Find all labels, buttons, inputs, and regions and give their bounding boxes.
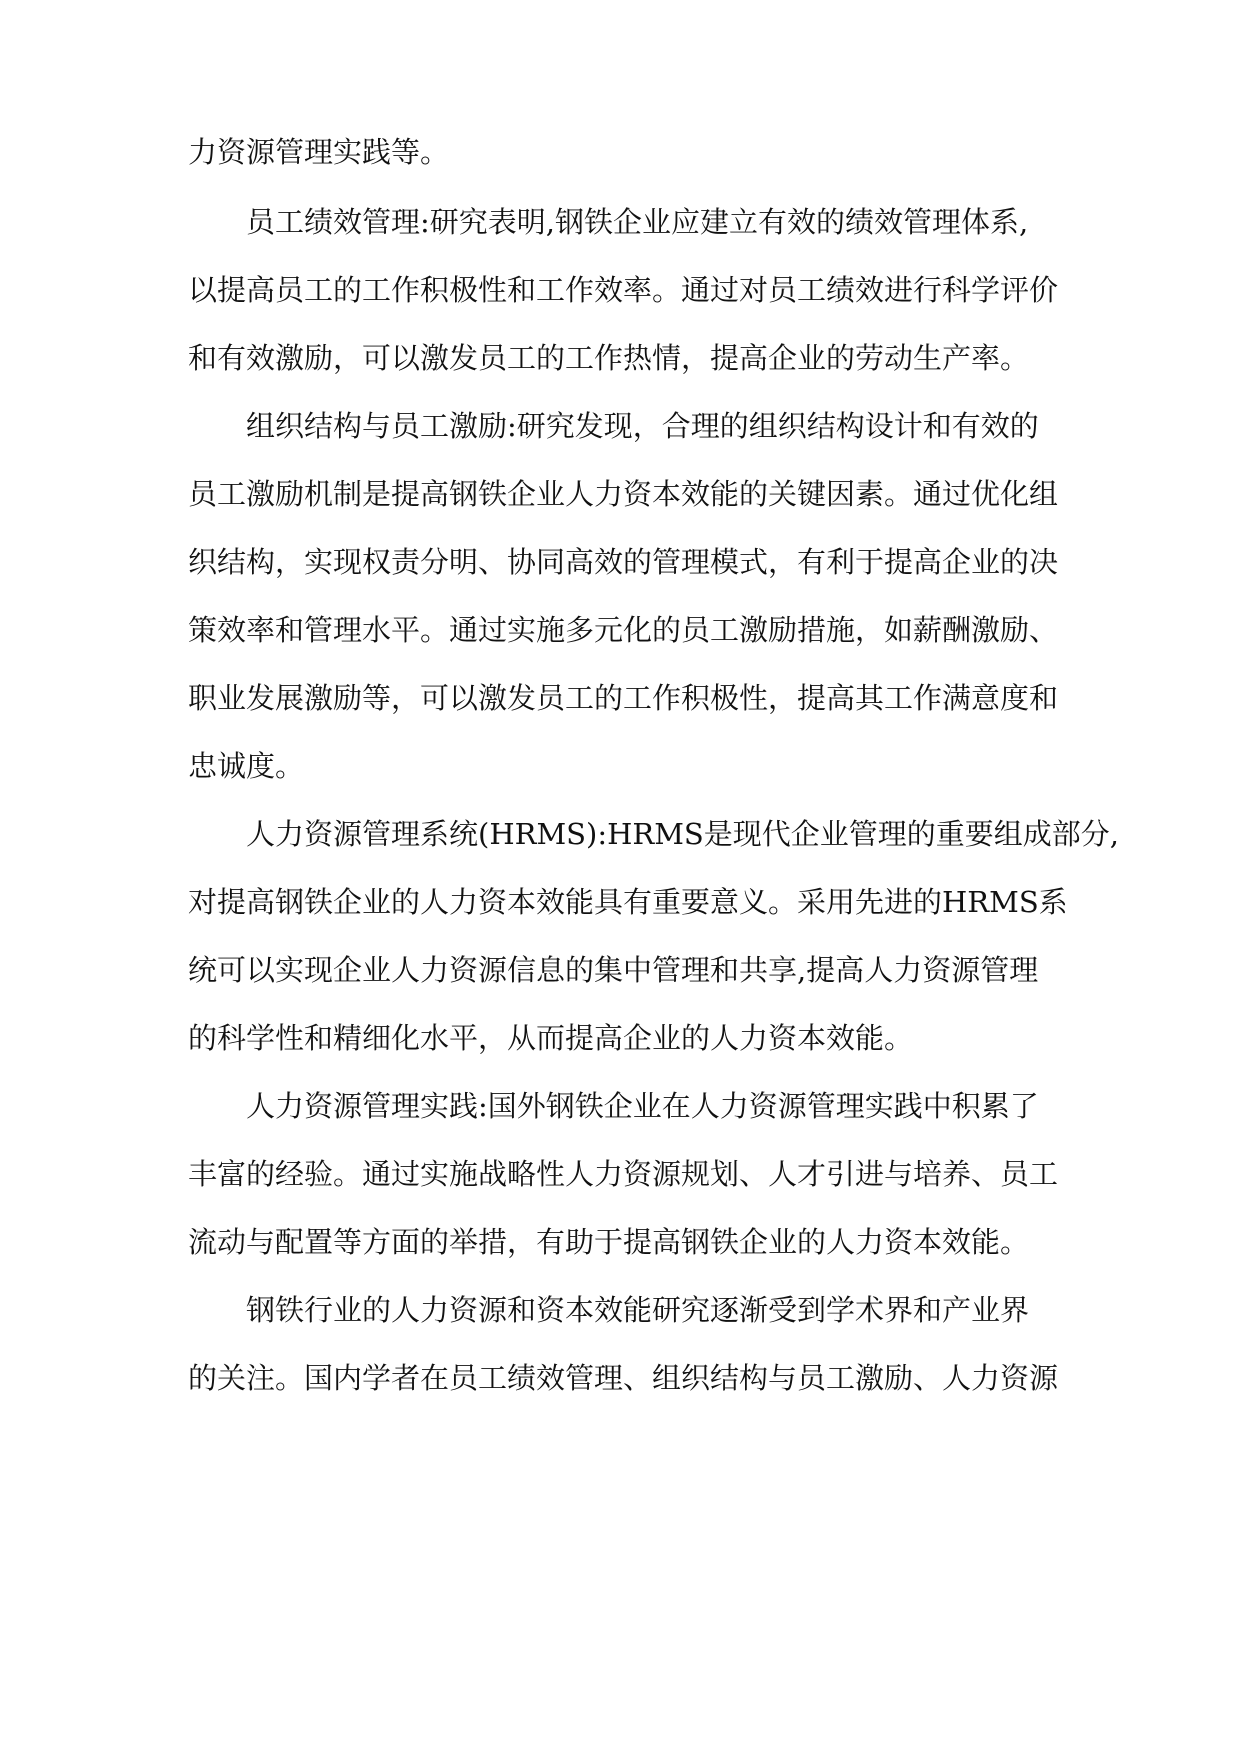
paragraph-start-line: 员工绩效管理:研究表明,钢铁企业应建立有效的绩效管理体系,	[246, 205, 1029, 239]
text-line: 职业发展激励等，可以激发员工的工作积极性，提高其工作满意度和	[188, 681, 1059, 715]
text-line: 和有效激励，可以激发员工的工作热情，提高企业的劳动生产率。	[188, 341, 1030, 375]
text-line: 的关注。国内学者在员工绩效管理、组织结构与员工激励、人力资源	[188, 1361, 1059, 1395]
text-line: 员工激励机制是提高钢铁企业人力资本效能的关键因素。通过优化组	[188, 477, 1059, 511]
text-line: 织结构，实现权责分明、协同高效的管理模式，有利于提高企业的决	[188, 545, 1059, 579]
paragraph-start-line: 组织结构与员工激励:研究发现，合理的组织结构设计和有效的	[246, 409, 1039, 443]
paragraph-start-line: 人力资源管理实践:国外钢铁企业在人力资源管理实践中积累了	[246, 1089, 1039, 1123]
text-line: 忠诚度。	[188, 749, 305, 783]
text-line: 统可以实现企业人力资源信息的集中管理和共享,提高人力资源管理	[188, 953, 1039, 987]
text-line: 策效率和管理水平。通过实施多元化的员工激励措施，如薪酬激励、	[188, 613, 1059, 647]
text-line: 力资源管理实践等。	[188, 135, 450, 169]
paragraph-start-line: 钢铁行业的人力资源和资本效能研究逐渐受到学术界和产业界	[246, 1293, 1030, 1327]
paragraph-start-line: 人力资源管理系统(HRMS):HRMS是现代企业管理的重要组成部分,	[246, 817, 1119, 851]
text-line: 流动与配置等方面的举措，有助于提高钢铁企业的人力资本效能。	[188, 1225, 1030, 1259]
text-line: 以提高员工的工作积极性和工作效率。通过对员工绩效进行科学评价	[188, 273, 1059, 307]
text-line: 的科学性和精细化水平，从而提高企业的人力资本效能。	[188, 1021, 914, 1055]
text-line: 对提高钢铁企业的人力资本效能具有重要意义。采用先进的HRMS系	[188, 885, 1068, 919]
text-line: 丰富的经验。通过实施战略性人力资源规划、人才引进与培养、员工	[188, 1157, 1059, 1191]
